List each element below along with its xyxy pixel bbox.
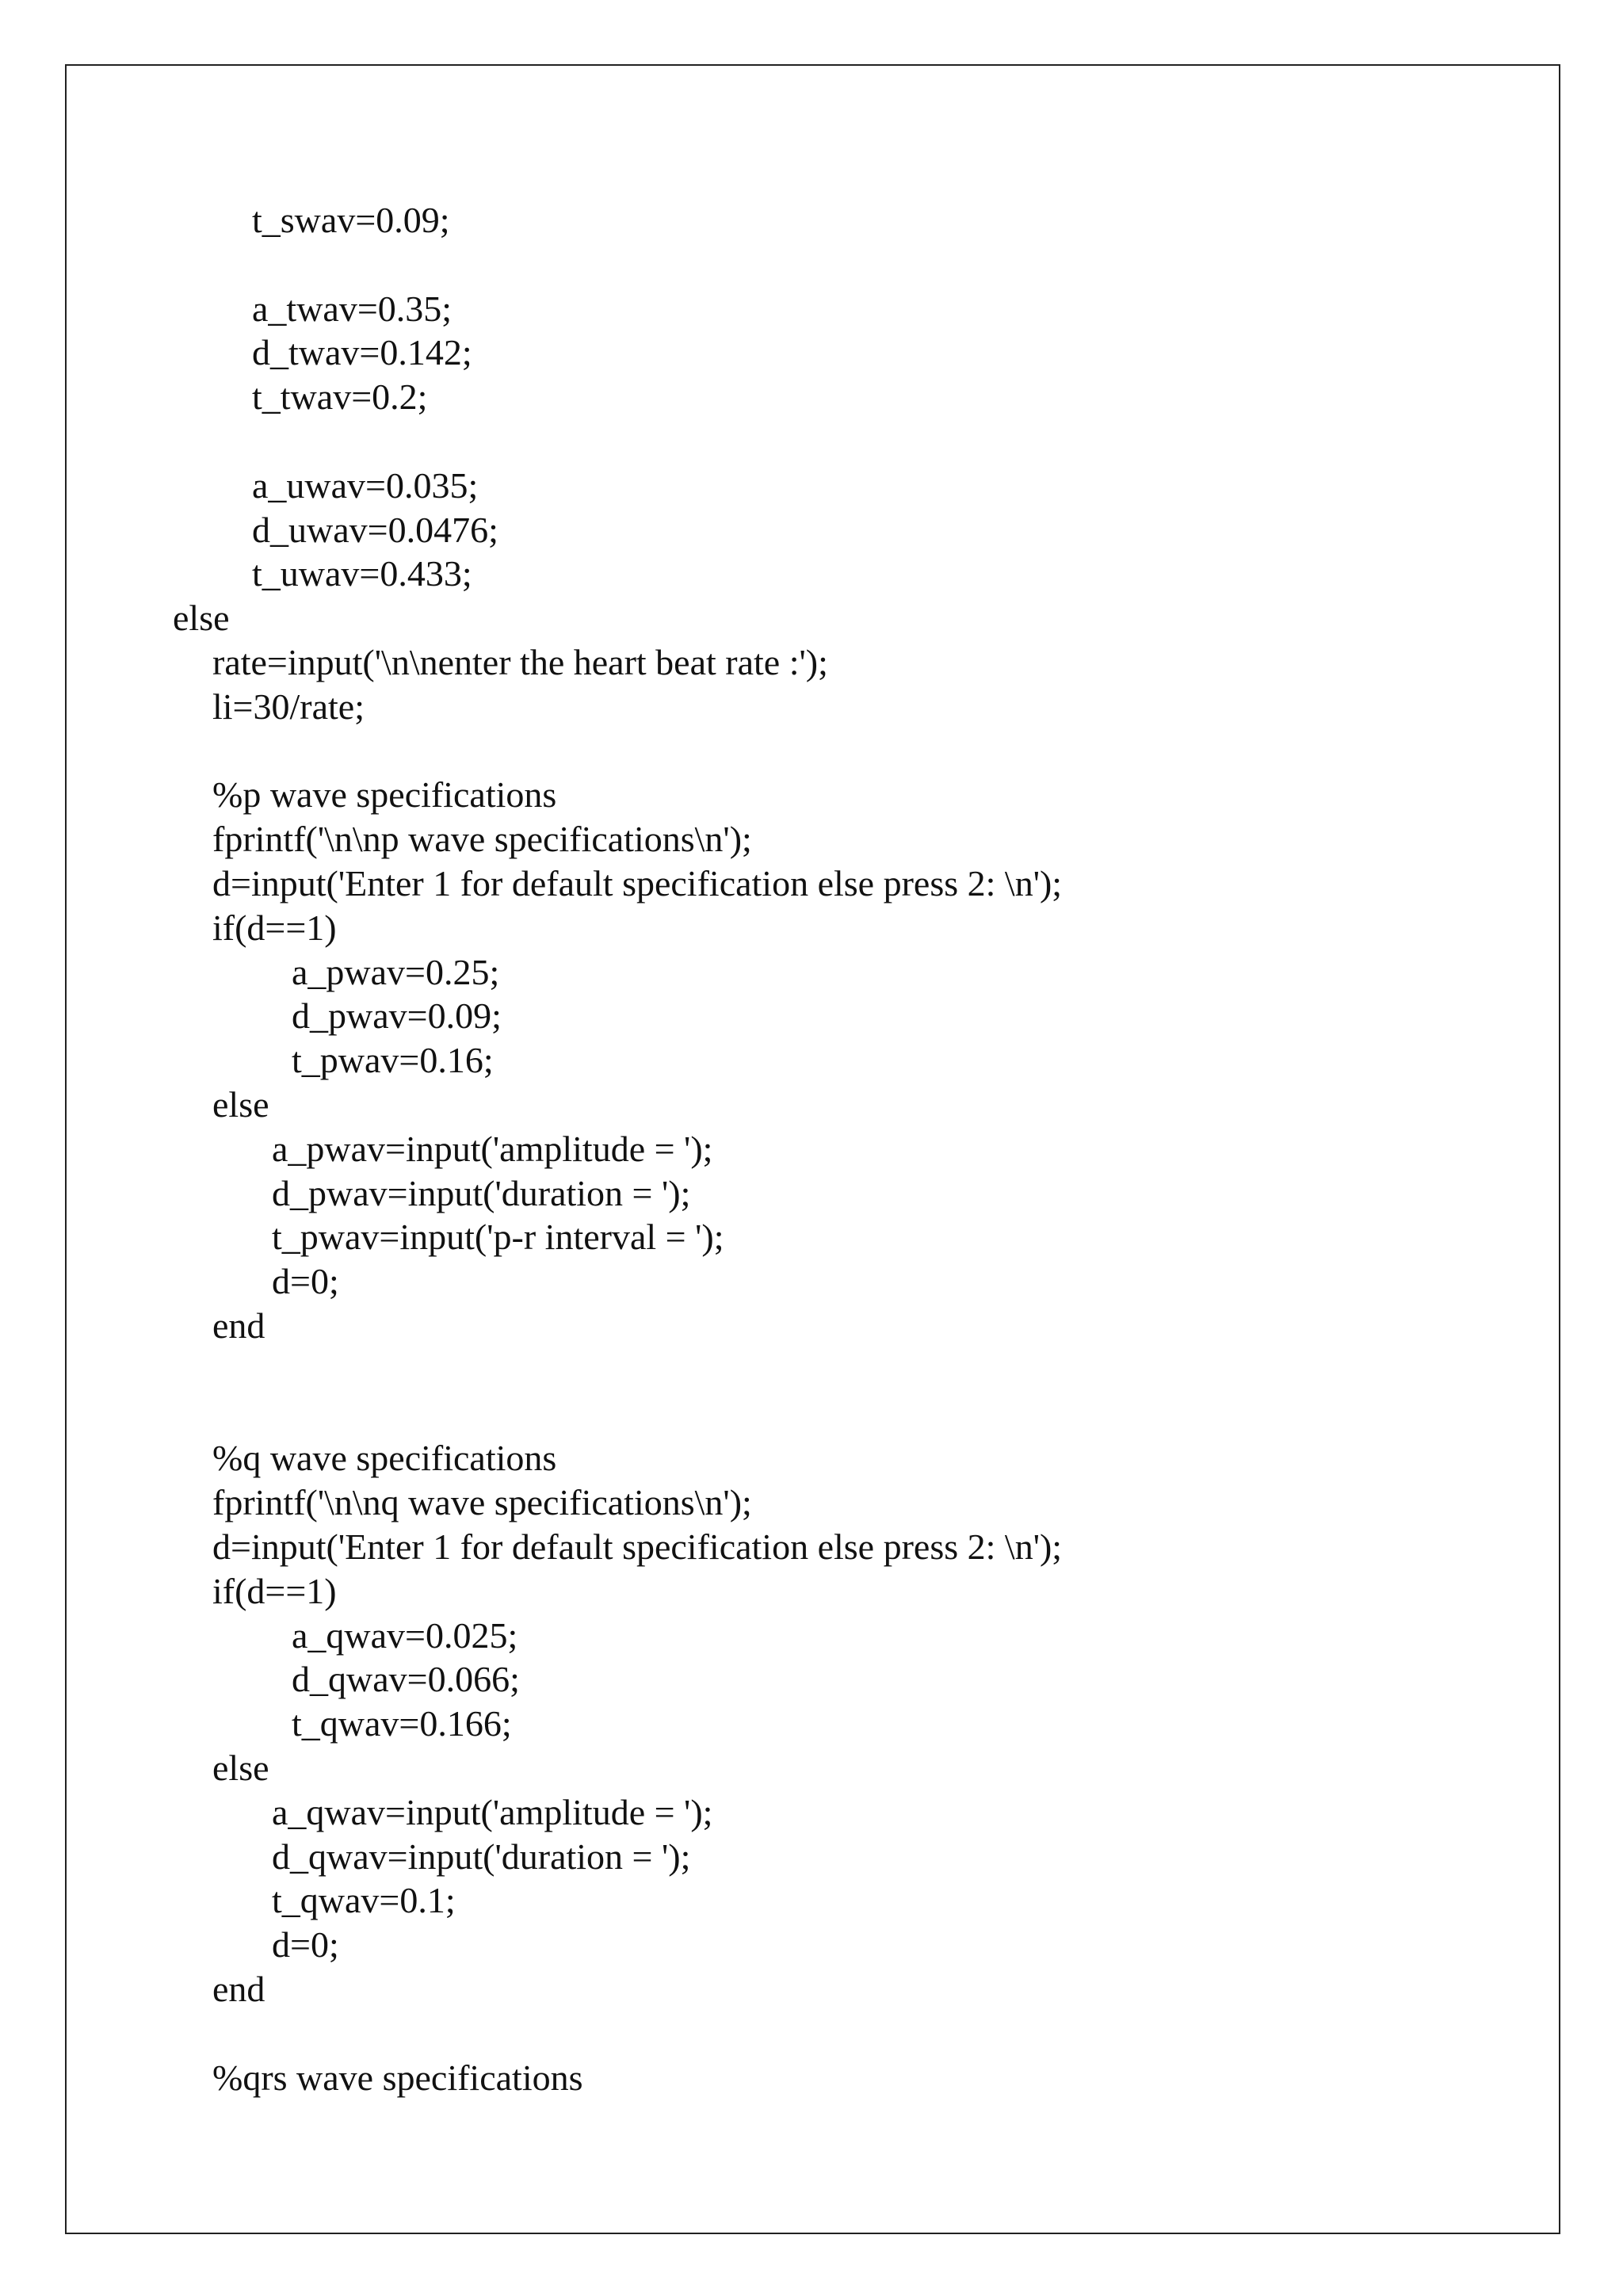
- code-line: else: [173, 598, 230, 639]
- code-line: d=0;: [272, 1261, 339, 1302]
- code-line: else: [212, 1748, 269, 1788]
- code-line: d_qwav=input('duration = ');: [272, 1836, 691, 1877]
- code-line: end: [212, 1969, 265, 2009]
- code-line: t_qwav=0.166;: [292, 1703, 512, 1744]
- code-line: fprintf('\n\nq wave specifications\n');: [212, 1482, 752, 1523]
- code-line: %p wave specifications: [212, 774, 557, 816]
- code-line: a_pwav=0.25;: [292, 951, 500, 992]
- code-line: t_swav=0.09;: [252, 200, 450, 240]
- code-line: rate=input('\n\nenter the heart beat rate :');: [212, 642, 828, 682]
- code-line: li=30/rate;: [212, 686, 365, 727]
- code-line: d_qwav=0.066;: [292, 1659, 520, 1700]
- code-line: t_pwav=input('p-r interval = ');: [272, 1217, 724, 1258]
- code-line: t_uwav=0.433;: [252, 553, 472, 594]
- code-line: else: [212, 1084, 269, 1125]
- code-line: if(d==1): [212, 907, 337, 948]
- code-line: d_twav=0.142;: [252, 332, 472, 373]
- code-line: end: [212, 1305, 265, 1346]
- code-line: t_pwav=0.16;: [292, 1040, 494, 1081]
- code-line: %qrs wave specifications: [212, 2057, 583, 2098]
- code-line: d_uwav=0.0476;: [252, 509, 498, 550]
- code-line: t_qwav=0.1;: [272, 1880, 456, 1921]
- code-line: d=input('Enter 1 for default specification else press 2: \n');: [212, 863, 1063, 904]
- code-line: d=input('Enter 1 for default specification else press 2: \n');: [212, 1526, 1063, 1567]
- code-line: a_uwav=0.035;: [252, 464, 479, 506]
- code-line: a_twav=0.35;: [252, 288, 453, 329]
- code-line: a_qwav=0.025;: [292, 1614, 518, 1656]
- code-line: a_qwav=input('amplitude = ');: [272, 1791, 713, 1832]
- code-line: d_pwav=input('duration = ');: [272, 1172, 691, 1213]
- code-line: if(d==1): [212, 1570, 337, 1611]
- code-line: t_twav=0.2;: [252, 376, 428, 418]
- code-line: d=0;: [272, 1924, 339, 1966]
- code-line: d_pwav=0.09;: [292, 995, 502, 1037]
- code-line: fprintf('\n\np wave specifications\n');: [212, 819, 752, 860]
- code-line: a_pwav=input('amplitude = ');: [272, 1128, 713, 1169]
- code-line: %q wave specifications: [212, 1438, 557, 1479]
